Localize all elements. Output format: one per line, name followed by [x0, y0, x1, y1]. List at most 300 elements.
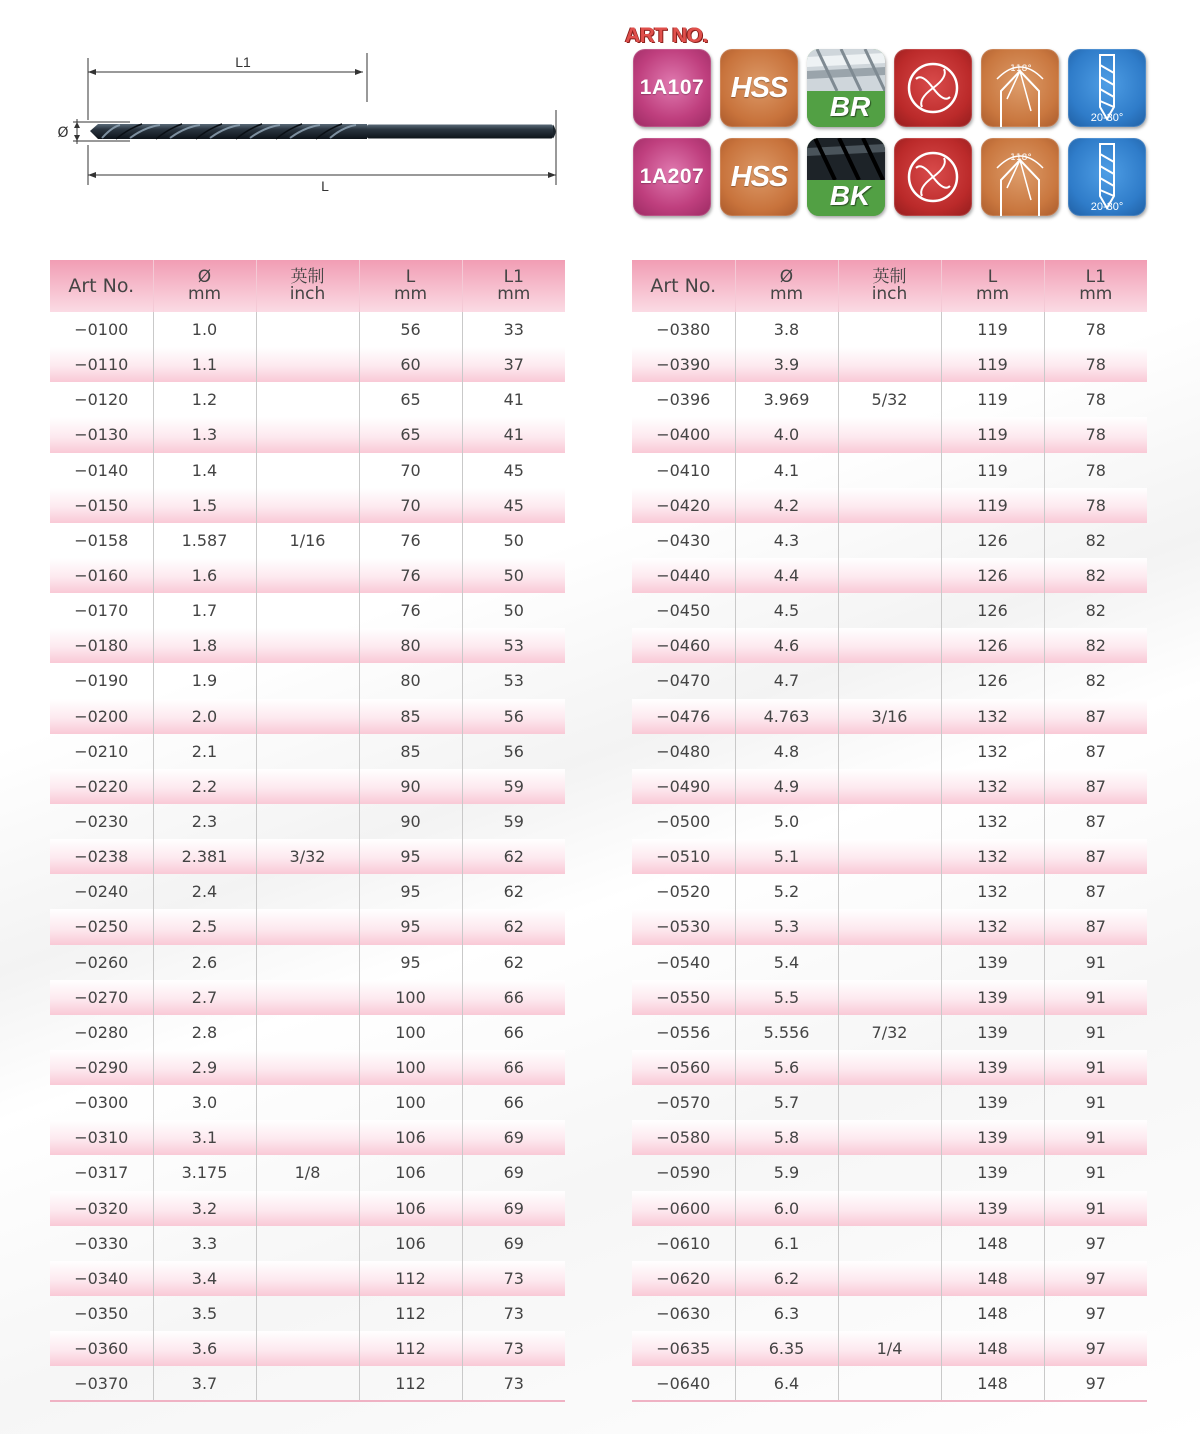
cell-diameter: 6.0	[735, 1191, 838, 1226]
cell-flute-length: 69	[503, 1163, 524, 1183]
cell-flute-length: 41	[503, 390, 524, 410]
cell-flute-length: 69	[503, 1233, 524, 1253]
table-row	[632, 945, 1147, 980]
header-unit: mm	[1079, 284, 1113, 304]
cell-inch	[256, 980, 359, 1015]
tip-angle-icon	[981, 138, 1059, 216]
cell-length: 148	[941, 1226, 1044, 1261]
cell-flute-length: 53	[503, 671, 524, 691]
cell-art-no: −0120	[50, 382, 153, 417]
tip-angle-text: 118°	[1010, 153, 1032, 163]
cell-art-no: −0100	[50, 312, 153, 347]
tip-angle-icon	[981, 49, 1059, 127]
table-row	[632, 1015, 1147, 1050]
cell-diameter: 4.8	[735, 734, 838, 769]
table-row	[632, 453, 1147, 488]
cell-length: 119	[941, 347, 1044, 382]
cell-inch: 1/8	[256, 1155, 359, 1190]
header-length	[359, 260, 462, 312]
cell-length: 132	[941, 734, 1044, 769]
cell-diameter: 3.0	[153, 1085, 256, 1120]
cell-length: 139	[941, 1120, 1044, 1155]
cell-inch	[256, 1085, 359, 1120]
cell-diameter: 2.0	[153, 699, 256, 734]
cell-flute-length: 69	[462, 1120, 565, 1155]
table-row	[50, 628, 565, 663]
cell-inch	[838, 593, 941, 628]
cell-inch	[256, 769, 359, 804]
cell-art-no: −0340	[50, 1261, 153, 1296]
cell-inch	[256, 593, 359, 628]
table-header-row	[50, 260, 565, 312]
table-row	[632, 663, 1147, 698]
cell-inch	[256, 1331, 359, 1366]
cell-length: 132	[941, 874, 1044, 909]
cell-inch	[838, 1050, 941, 1085]
cell-art-no: −0210	[50, 734, 153, 769]
cell-inch	[256, 1120, 359, 1155]
cell-length: 85	[359, 734, 462, 769]
cell-diameter: 3.9	[735, 347, 838, 382]
table-row	[632, 347, 1147, 382]
cell-inch: 1/4	[838, 1331, 941, 1366]
header-label: Ø	[197, 267, 212, 287]
table-row	[50, 734, 565, 769]
cell-art-no: −0170	[50, 593, 153, 628]
cell-length: 139	[941, 1155, 1044, 1190]
cell-flute-length: 66	[503, 1093, 524, 1113]
table-row	[632, 804, 1147, 839]
art-number-text: 1A107	[639, 76, 705, 99]
table-row	[50, 804, 565, 839]
header-flute-length	[462, 260, 565, 312]
cell-art-no: −0550	[632, 980, 735, 1015]
header-label: Art No.	[650, 274, 717, 297]
cell-art-no: −0230	[50, 804, 153, 839]
art-number-text: 1A207	[639, 165, 705, 188]
table-row	[50, 558, 565, 593]
cell-inch: 5/32	[838, 382, 941, 417]
table-row	[632, 769, 1147, 804]
cell-inch	[838, 909, 941, 944]
cell-inch	[838, 1261, 941, 1296]
drill-point-icon	[894, 49, 972, 127]
table-row	[50, 1085, 565, 1120]
cell-inch	[256, 1296, 359, 1331]
table-row	[632, 1331, 1147, 1366]
cell-length: 132	[941, 839, 1044, 874]
cell-length: 85	[359, 699, 462, 734]
table-row	[632, 1191, 1147, 1226]
cell-length: 95	[359, 874, 462, 909]
cell-diameter: 4.0	[735, 417, 838, 452]
cell-diameter: 1.5	[153, 488, 256, 523]
drill-dimension-diagram	[50, 45, 575, 205]
cell-art-no: −0360	[50, 1331, 153, 1366]
cell-length: 80	[359, 628, 462, 663]
table-row	[632, 382, 1147, 417]
cell-inch	[838, 945, 941, 980]
table-row	[50, 488, 565, 523]
cell-length: 126	[941, 663, 1044, 698]
table-row	[632, 488, 1147, 523]
table-row	[632, 734, 1147, 769]
cell-diameter: 3.3	[153, 1226, 256, 1261]
cell-length: 132	[941, 769, 1044, 804]
cell-inch	[838, 312, 941, 347]
cell-length: 119	[941, 417, 1044, 452]
cell-art-no: −0220	[50, 769, 153, 804]
cell-flute-length: 91	[1085, 1163, 1106, 1183]
table-row	[50, 1050, 565, 1085]
cell-diameter: 4.4	[735, 558, 838, 593]
cell-flute-length: 82	[1085, 530, 1106, 550]
header-label: 英制	[872, 267, 907, 287]
header-unit: mm	[497, 284, 531, 304]
cell-length: 100	[359, 1015, 462, 1050]
cell-art-no: −0190	[50, 663, 153, 698]
cell-flute-length: 82	[1044, 558, 1147, 593]
cell-flute-length: 87	[1044, 909, 1147, 944]
cell-inch	[838, 628, 941, 663]
cell-flute-length: 97	[1044, 1366, 1147, 1401]
cell-flute-length: 78	[1044, 488, 1147, 523]
cell-inch	[838, 1296, 941, 1331]
cell-diameter: 4.763	[735, 699, 838, 734]
table-row	[632, 909, 1147, 944]
cell-art-no: −0590	[632, 1155, 735, 1190]
spec-table-right	[632, 260, 1147, 1402]
table-row	[632, 1155, 1147, 1190]
table-row	[50, 453, 565, 488]
cell-diameter: 5.8	[735, 1120, 838, 1155]
cell-art-no: −0570	[632, 1085, 735, 1120]
cell-length: 100	[359, 980, 462, 1015]
cell-diameter: 5.7	[735, 1085, 838, 1120]
cell-flute-length: 91	[1044, 1120, 1147, 1155]
cell-flute-length: 56	[462, 699, 565, 734]
cell-art-no: −0180	[50, 628, 153, 663]
header-unit: mm	[187, 284, 222, 304]
cell-art-no: −0556	[632, 1015, 735, 1050]
table-row	[50, 945, 565, 980]
cell-art-no: −0580	[632, 1120, 735, 1155]
cell-art-no: −0280	[50, 1015, 153, 1050]
helix-text: 20-30°	[1090, 201, 1124, 213]
cell-inch	[838, 663, 941, 698]
bright-finish-icon	[807, 49, 885, 127]
cell-flute-length: 59	[503, 812, 524, 832]
cell-diameter: 6.3	[735, 1296, 838, 1331]
cell-length: 126	[941, 523, 1044, 558]
cell-length: 119	[941, 488, 1044, 523]
table-header-row	[632, 260, 1147, 312]
cell-inch	[256, 1226, 359, 1261]
drill-bit-image	[90, 124, 556, 139]
cell-inch	[256, 453, 359, 488]
header-label: L1	[503, 267, 524, 287]
cell-length: 139	[941, 1191, 1044, 1226]
cell-inch	[256, 558, 359, 593]
header-unit: mm	[975, 284, 1010, 304]
cell-diameter: 1.0	[153, 312, 256, 347]
table-row	[50, 699, 565, 734]
cell-art-no: −0150	[50, 488, 153, 523]
cell-art-no: −0158	[50, 523, 153, 558]
cell-diameter: 4.3	[735, 523, 838, 558]
cell-diameter: 2.6	[153, 945, 256, 980]
cell-inch	[256, 488, 359, 523]
cell-art-no: −0560	[632, 1050, 735, 1085]
cell-length: 95	[359, 839, 462, 874]
cell-flute-length: 45	[462, 488, 565, 523]
cell-art-no: −0600	[632, 1191, 735, 1226]
cell-length: 132	[941, 699, 1044, 734]
cell-art-no: −0390	[632, 347, 735, 382]
cell-flute-length: 78	[1085, 390, 1106, 410]
cell-flute-length: 59	[462, 769, 565, 804]
black-oxide-finish-icon	[807, 138, 885, 216]
cell-flute-length: 78	[1085, 320, 1106, 340]
cell-flute-length: 97	[1044, 1261, 1147, 1296]
cell-flute-length: 97	[1044, 1331, 1147, 1366]
cell-art-no: −0380	[632, 312, 735, 347]
table-row	[50, 980, 565, 1015]
cell-diameter: 5.6	[735, 1050, 838, 1085]
cell-art-no: −0320	[50, 1191, 153, 1226]
header-length	[941, 260, 1044, 312]
cell-diameter: 5.5	[735, 980, 838, 1015]
material-text: HSS	[730, 72, 788, 104]
cell-length: 90	[359, 769, 462, 804]
cell-art-no: −0476	[632, 699, 735, 734]
cell-flute-length: 91	[1044, 980, 1147, 1015]
cell-inch	[256, 804, 359, 839]
cell-flute-length: 87	[1044, 769, 1147, 804]
header-unit: inch	[871, 284, 908, 304]
cell-art-no: −0420	[632, 488, 735, 523]
cell-inch	[838, 804, 941, 839]
cell-inch	[256, 663, 359, 698]
cell-inch	[838, 1085, 941, 1120]
icon-row-1a107	[633, 49, 1146, 127]
cell-art-no: −0290	[50, 1050, 153, 1085]
cell-length: 76	[359, 593, 462, 628]
cell-flute-length: 82	[1085, 601, 1106, 621]
table-row	[50, 593, 565, 628]
cell-diameter: 1.4	[153, 453, 256, 488]
cell-length: 139	[941, 1015, 1044, 1050]
table-row	[50, 769, 565, 804]
cell-length: 95	[359, 945, 462, 980]
table-row	[50, 417, 565, 452]
table-row	[50, 347, 565, 382]
cell-flute-length: 50	[503, 601, 524, 621]
cell-flute-length: 87	[1044, 839, 1147, 874]
cell-flute-length: 78	[1044, 417, 1147, 452]
cell-art-no: −0110	[50, 347, 153, 382]
cell-diameter: 5.9	[735, 1155, 838, 1190]
cell-diameter: 1.8	[153, 628, 256, 663]
table-row	[632, 523, 1147, 558]
cell-length: 95	[359, 909, 462, 944]
cell-diameter: 5.3	[735, 909, 838, 944]
cell-flute-length: 87	[1085, 882, 1106, 902]
cell-art-no: −0440	[632, 558, 735, 593]
cell-flute-length: 50	[503, 530, 524, 550]
cell-inch	[256, 734, 359, 769]
cell-length: 112	[359, 1261, 462, 1296]
cell-inch: 3/32	[256, 839, 359, 874]
header-unit: mm	[393, 284, 428, 304]
cell-inch: 1/16	[256, 523, 359, 558]
cell-art-no: −0160	[50, 558, 153, 593]
cell-flute-length: 82	[1044, 628, 1147, 663]
table-row	[50, 1261, 565, 1296]
table-row	[50, 839, 565, 874]
cell-length: 126	[941, 593, 1044, 628]
cell-inch	[838, 1191, 941, 1226]
cell-inch	[838, 1226, 941, 1261]
cell-inch	[256, 699, 359, 734]
cell-flute-length: 73	[462, 1261, 565, 1296]
cell-diameter: 4.6	[735, 628, 838, 663]
cell-length: 139	[941, 1085, 1044, 1120]
cell-length: 112	[359, 1296, 462, 1331]
cell-flute-length: 62	[462, 909, 565, 944]
cell-art-no: −0530	[632, 909, 735, 944]
table-row	[632, 839, 1147, 874]
cell-diameter: 2.2	[153, 769, 256, 804]
cell-art-no: −0500	[632, 804, 735, 839]
cell-inch: 7/32	[838, 1015, 941, 1050]
cell-inch	[256, 945, 359, 980]
header-label: Ø	[779, 267, 794, 287]
cell-inch	[838, 1155, 941, 1190]
cell-length: 112	[359, 1366, 462, 1401]
table-row	[50, 312, 565, 347]
cell-length: 65	[359, 382, 462, 417]
table-row	[632, 1296, 1147, 1331]
cell-diameter: 2.8	[153, 1015, 256, 1050]
cell-art-no: −0490	[632, 769, 735, 804]
cell-flute-length: 97	[1085, 1233, 1106, 1253]
cell-flute-length: 50	[462, 558, 565, 593]
cell-art-no: −0240	[50, 874, 153, 909]
surface-text: BR	[829, 91, 871, 122]
cell-diameter: 3.175	[153, 1155, 256, 1190]
cell-inch	[838, 558, 941, 593]
table-row	[632, 417, 1147, 452]
cell-diameter: 1.6	[153, 558, 256, 593]
table-row	[632, 874, 1147, 909]
cell-length: 70	[359, 453, 462, 488]
header-art-no	[632, 260, 735, 312]
cell-art-no: −0430	[632, 523, 735, 558]
cell-flute-length: 78	[1085, 460, 1106, 480]
cell-diameter: 3.1	[153, 1120, 256, 1155]
cell-diameter: 1.3	[153, 417, 256, 452]
tip-angle-text: 118°	[1010, 64, 1032, 74]
cell-length: 106	[359, 1155, 462, 1190]
table-row	[50, 382, 565, 417]
cell-diameter: 3.7	[153, 1366, 256, 1401]
cell-diameter: 4.9	[735, 769, 838, 804]
cell-flute-length: 73	[462, 1366, 565, 1401]
cell-flute-length: 91	[1044, 1050, 1147, 1085]
table-row	[50, 1015, 565, 1050]
cell-length: 126	[941, 558, 1044, 593]
cell-flute-length: 66	[503, 1022, 524, 1042]
cell-flute-length: 62	[503, 882, 524, 902]
header-label: L	[987, 267, 998, 287]
cell-flute-length: 87	[1085, 741, 1106, 761]
cell-diameter: 1.9	[153, 663, 256, 698]
cell-flute-length: 62	[462, 839, 565, 874]
cell-inch	[838, 453, 941, 488]
cell-length: 139	[941, 980, 1044, 1015]
cell-inch	[838, 488, 941, 523]
cell-diameter: 1.587	[153, 523, 256, 558]
cell-art-no: −0510	[632, 839, 735, 874]
spec-table-left	[50, 260, 565, 1402]
cell-art-no: −0300	[50, 1085, 153, 1120]
cell-length: 126	[941, 628, 1044, 663]
cell-diameter: 1.7	[153, 593, 256, 628]
cell-flute-length: 56	[503, 741, 524, 761]
table-row	[632, 1366, 1147, 1401]
cell-art-no: −0610	[632, 1226, 735, 1261]
cell-flute-length: 97	[1085, 1304, 1106, 1323]
table-row	[632, 1085, 1147, 1120]
cell-flute-length: 37	[462, 347, 565, 382]
cell-diameter: 2.1	[153, 734, 256, 769]
cell-art-no: −0635	[632, 1331, 735, 1366]
cell-inch	[256, 347, 359, 382]
diameter-label: Ø	[57, 125, 69, 141]
cell-diameter: 6.1	[735, 1226, 838, 1261]
cell-diameter: 3.6	[153, 1331, 256, 1366]
helix-angle-icon	[1068, 138, 1146, 216]
table-row	[632, 1261, 1147, 1296]
cell-length: 119	[941, 312, 1044, 347]
cell-flute-length: 73	[503, 1304, 524, 1323]
cell-art-no: −0640	[632, 1366, 735, 1401]
cell-art-no: −0200	[50, 699, 153, 734]
cell-diameter: 5.1	[735, 839, 838, 874]
cell-diameter: 4.7	[735, 663, 838, 698]
cell-length: 119	[941, 453, 1044, 488]
cell-diameter: 2.3	[153, 804, 256, 839]
cell-art-no: −0520	[632, 874, 735, 909]
cell-inch	[256, 1191, 359, 1226]
header-art-no	[50, 260, 153, 312]
art-no-heading: ART NO.	[625, 24, 708, 47]
cell-length: 139	[941, 945, 1044, 980]
table-row	[50, 1191, 565, 1226]
cell-length: 70	[359, 488, 462, 523]
cell-art-no: −0450	[632, 593, 735, 628]
cell-art-no: −0317	[50, 1155, 153, 1190]
cell-diameter: 3.969	[735, 382, 838, 417]
cell-length: 148	[941, 1331, 1044, 1366]
cell-flute-length: 78	[1044, 347, 1147, 382]
cell-inch	[838, 980, 941, 1015]
cell-diameter: 3.4	[153, 1261, 256, 1296]
table-row	[50, 1226, 565, 1261]
cell-length: 148	[941, 1366, 1044, 1401]
helix-angle-icon	[1068, 49, 1146, 127]
